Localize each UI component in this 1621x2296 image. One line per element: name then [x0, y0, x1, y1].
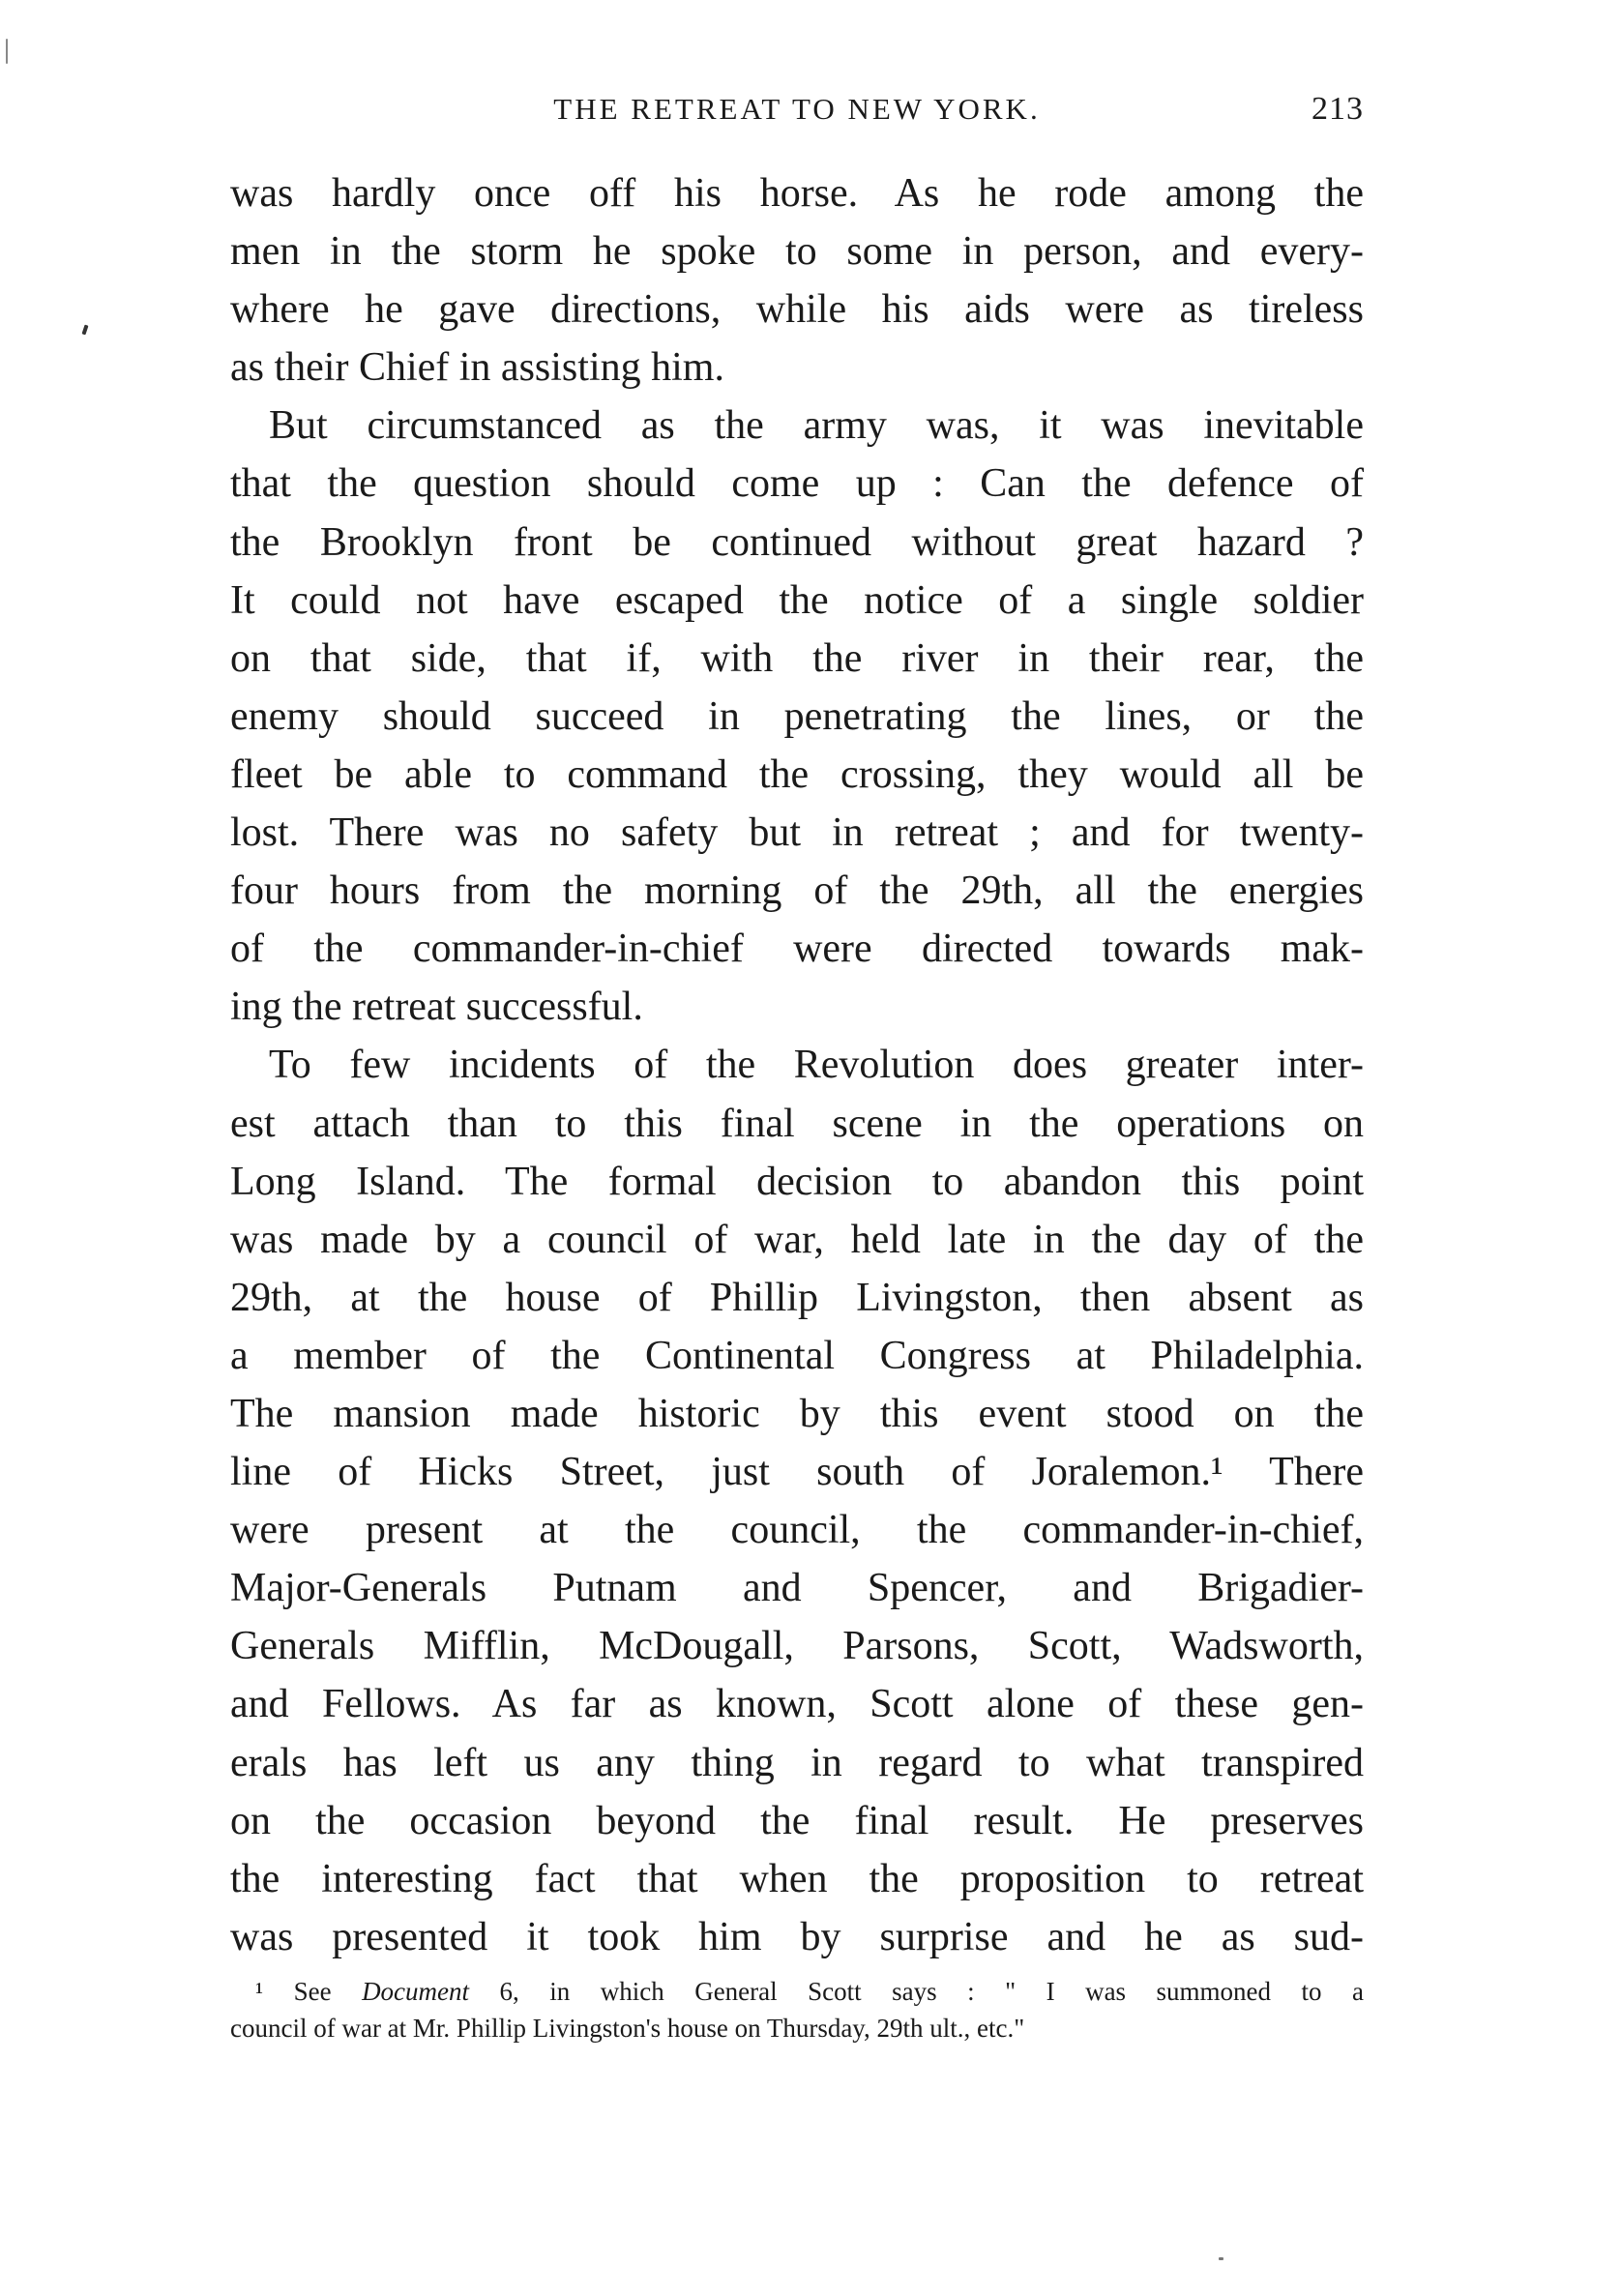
text-line: as their Chief in assisting him. — [230, 345, 724, 391]
running-head — [230, 85, 1364, 133]
text-line: enemy should succeed in penetrating the lines, or the — [230, 693, 1364, 739]
text-line: was presented it took him by surprise and he as sud- — [230, 1914, 1364, 1959]
text-line: and Fellows. As far as known, Scott alone of these gen- — [230, 1682, 1364, 1727]
footnote-line: council of war at Mr. Phillip Livingston's house on Thursday, 29th ult., etc." — [230, 2014, 1025, 2043]
text-line: Major-Generals Putnam and Spencer, and Brigadier- — [230, 1566, 1364, 1611]
text-line: lost. There was no safety but in retreat ; and for twenty- — [230, 810, 1364, 856]
text-line: fleet be able to command the crossing, they would all be — [230, 751, 1364, 797]
text-line: that the question should come up : Can the defence of — [230, 461, 1364, 507]
text-line: est attach than to this final scene in the operations on — [230, 1101, 1364, 1146]
footnote-italic: Document — [362, 1977, 470, 2006]
text-line: the interesting fact that when the proposition to retreat — [230, 1856, 1364, 1901]
text-line: was hardly once off his horse. As he rode among the — [230, 171, 1364, 216]
text-line: men in the storm he spoke to some in person, and every- — [230, 229, 1364, 275]
scan-speck — [1219, 2257, 1223, 2260]
text-line: Long Island. The formal decision to abandon this point — [230, 1159, 1364, 1204]
text-line: were present at the council, the commander-in-chief, — [230, 1508, 1364, 1553]
footnote-prefix: See — [263, 1977, 363, 2006]
scan-speck — [82, 325, 89, 336]
page-number: 213 — [1312, 91, 1364, 127]
text-line: a member of the Continental Congress at Philadelphia. — [230, 1333, 1364, 1378]
text-line: on that side, that if, with the river in their rear, the — [230, 635, 1364, 681]
text-line: But circumstanced as the army was, it was inevitable — [269, 403, 1364, 449]
text-line: Generals Mifflin, McDougall, Parsons, Scott, Wadsworth, — [230, 1624, 1364, 1669]
text-line: To few incidents of the Revolution does greater inter- — [269, 1043, 1364, 1088]
footnote-text: 6, in which General Scott says : " I was summoned to a — [469, 1977, 1364, 2006]
text-line: ing the retreat successful. — [230, 985, 643, 1030]
footnote-marker: ¹ — [255, 1977, 264, 2006]
running-title: THE RETREAT TO NEW YORK. — [553, 92, 1041, 126]
text-line: four hours from the morning of the 29th, all the energies — [230, 868, 1364, 914]
text-line: of the commander-in-chief were directed towards mak- — [230, 927, 1364, 972]
text-line: the Brooklyn front be continued without great hazard ? — [230, 519, 1364, 565]
text-line: was made by a council of war, held late in the day of the — [230, 1217, 1364, 1262]
text-line: It could not have escaped the notice of a single soldier — [230, 577, 1364, 623]
footnote — [230, 1973, 1364, 2046]
text-line: line of Hicks Street, just south of Joralemon.¹ There — [230, 1450, 1364, 1495]
text-line: 29th, at the house of Phillip Livingston, then absent as — [230, 1275, 1364, 1320]
text-line: The mansion made historic by this event stood on the — [230, 1391, 1364, 1436]
body-text — [230, 164, 1364, 1966]
scan-speck — [6, 39, 8, 64]
text-line: on the occasion beyond the final result. He preserves — [230, 1798, 1364, 1843]
text-line: where he gave directions, while his aids were as tireless — [230, 287, 1364, 333]
footnote-line — [230, 1973, 1364, 2010]
text-line: erals has left us any thing in regard to what transpired — [230, 1740, 1364, 1785]
